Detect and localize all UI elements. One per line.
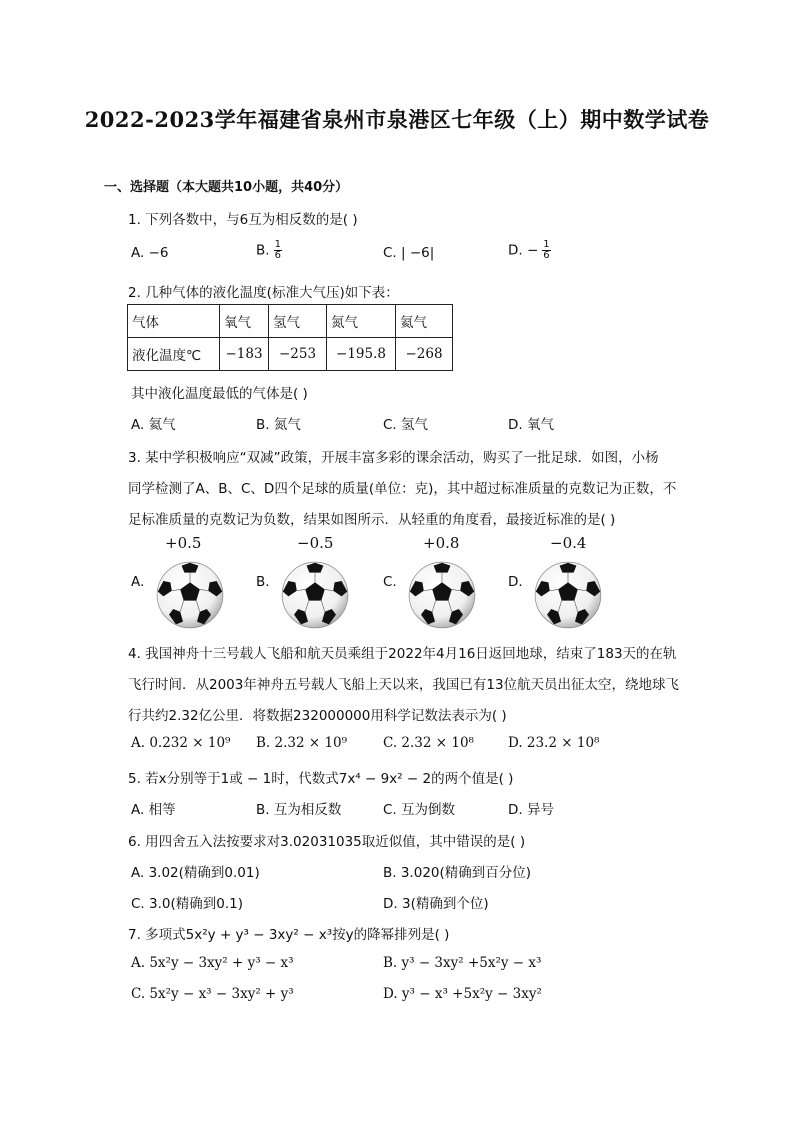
- q1-option-d-denominator: 6: [543, 250, 550, 261]
- q3-line-3: 足标准质量的克数记为负数，结果如图所示．从轻重的角度看，最接近标准的是( ): [128, 512, 616, 528]
- q5-option-a[interactable]: A. 相等: [131, 802, 176, 818]
- ball-a-letter[interactable]: A.: [131, 574, 145, 590]
- soccer-ball-b-icon: [280, 560, 350, 630]
- ball-c-value: +0.8: [423, 534, 460, 552]
- q7-option-b[interactable]: B. y³ − 3xy² +5x²y − x³: [383, 955, 542, 971]
- table-cell: 氧气: [220, 305, 269, 338]
- q4-line-3: 行共约2.32亿公里．将数据232000000用科学记数法表示为( ): [128, 708, 507, 724]
- table-cell: −195.8: [327, 338, 396, 371]
- ball-d-letter[interactable]: D.: [508, 574, 523, 590]
- table-cell: −268: [396, 338, 453, 371]
- q1-option-b-label: B.: [256, 242, 270, 259]
- q1-option-d-label: D. −: [508, 242, 539, 259]
- q4-option-a[interactable]: A. 0.232 × 10⁹: [131, 735, 231, 751]
- table-header-row: [128, 305, 453, 338]
- q6-option-b[interactable]: B. 3.020(精确到百分位): [383, 865, 532, 881]
- q6-option-a[interactable]: A. 3.02(精确到0.01): [131, 865, 260, 881]
- q6-option-d[interactable]: D. 3(精确到个位): [383, 896, 489, 912]
- q1-option-b-denominator: 6: [274, 250, 281, 261]
- q4-line-1: 4. 我国神舟十三号载人飞船和航天员乘组于2022年4月16日返回地球，结束了183天的在轨: [128, 646, 677, 662]
- table-cell: 液化温度℃: [128, 338, 220, 371]
- table-cell: 氢气: [269, 305, 327, 338]
- soccer-ball-d-icon: [533, 560, 603, 630]
- q7-option-a[interactable]: A. 5x²y − 3xy² + y³ − x³: [131, 955, 294, 971]
- q1-option-b-fraction: [274, 240, 282, 261]
- q1-option-c[interactable]: C. | −6|: [383, 245, 435, 261]
- q4-option-b[interactable]: B. 2.32 × 10⁹: [256, 735, 348, 751]
- q3-line-2: 同学检测了A、B、C、D四个足球的质量(单位：克)，其中超过标准质量的克数记为正数，不: [128, 481, 677, 497]
- q6-stem: 6. 用四舍五入法按要求对3.02031035取近似值，其中错误的是( ): [128, 834, 526, 850]
- soccer-ball-c-icon: [407, 560, 477, 630]
- q1-option-d-fraction: [542, 240, 550, 261]
- q4-option-c[interactable]: C. 2.32 × 10⁸: [383, 735, 474, 751]
- gas-table: [127, 304, 453, 371]
- q4-line-2: 飞行时间．从2003年神舟五号载人飞船上天以来，我国已有13位航天员出征太空，绕地球飞: [128, 677, 680, 693]
- table-row: [128, 338, 453, 371]
- table-cell: −253: [269, 338, 327, 371]
- section-heading: 一、选择题（本大题共10小题，共40分）: [104, 180, 349, 195]
- q7-option-d[interactable]: D. y³ − x³ +5x²y − 3xy²: [383, 986, 542, 1002]
- q5-option-c[interactable]: C. 互为倒数: [383, 802, 456, 818]
- q1-option-b[interactable]: [256, 240, 282, 261]
- q7-option-c[interactable]: C. 5x²y − x³ − 3xy² + y³: [131, 986, 294, 1002]
- ball-c-letter[interactable]: C.: [383, 574, 397, 590]
- q1-option-a[interactable]: A. −6: [131, 245, 169, 261]
- q2-stem: 2. 几种气体的液化温度(标准大气压)如下表：: [128, 285, 399, 301]
- q5-option-b[interactable]: B. 互为相反数: [256, 802, 342, 818]
- q5-option-d[interactable]: D. 异号: [508, 802, 554, 818]
- soccer-ball-a-icon: [155, 560, 225, 630]
- ball-a-value: +0.5: [165, 534, 202, 552]
- q3-line-1: 3. 某中学积极响应“双减”政策，开展丰富多彩的课余活动，购买了一批足球．如图，小杨: [128, 450, 659, 466]
- q4-option-d[interactable]: D. 23.2 × 10⁸: [508, 735, 600, 751]
- q2-option-b[interactable]: B. 氮气: [256, 417, 301, 433]
- exam-title: 2022-2023学年福建省泉州市泉港区七年级（上）期中数学试卷: [84, 107, 710, 132]
- table-cell: 气体: [128, 305, 220, 338]
- q2-option-a[interactable]: A. 氦气: [131, 417, 176, 433]
- q2-follow-up: 其中液化温度最低的气体是( ): [131, 386, 308, 402]
- q6-option-c[interactable]: C. 3.0(精确到0.1): [131, 896, 243, 912]
- ball-b-value: −0.5: [297, 534, 334, 552]
- q1-option-d[interactable]: [508, 240, 551, 261]
- q1-stem: 1. 下列各数中，与6互为相反数的是( ): [128, 212, 358, 228]
- q1-option-b-numerator: 1: [274, 239, 281, 250]
- ball-d-value: −0.4: [550, 534, 587, 552]
- table-cell: 氮气: [327, 305, 396, 338]
- q7-stem: 7. 多项式5x²y + y³ − 3xy² − x³按y的降幂排列是( ): [128, 927, 450, 943]
- q1-option-d-numerator: 1: [543, 239, 550, 250]
- q5-stem: 5. 若x分别等于1或 − 1时，代数式7x⁴ − 9x² − 2的两个值是( ): [128, 771, 514, 787]
- q2-option-c[interactable]: C. 氢气: [383, 417, 429, 433]
- table-cell: 氦气: [396, 305, 453, 338]
- table-cell: −183: [220, 338, 269, 371]
- ball-b-letter[interactable]: B.: [256, 574, 270, 590]
- q2-option-d[interactable]: D. 氧气: [508, 417, 554, 433]
